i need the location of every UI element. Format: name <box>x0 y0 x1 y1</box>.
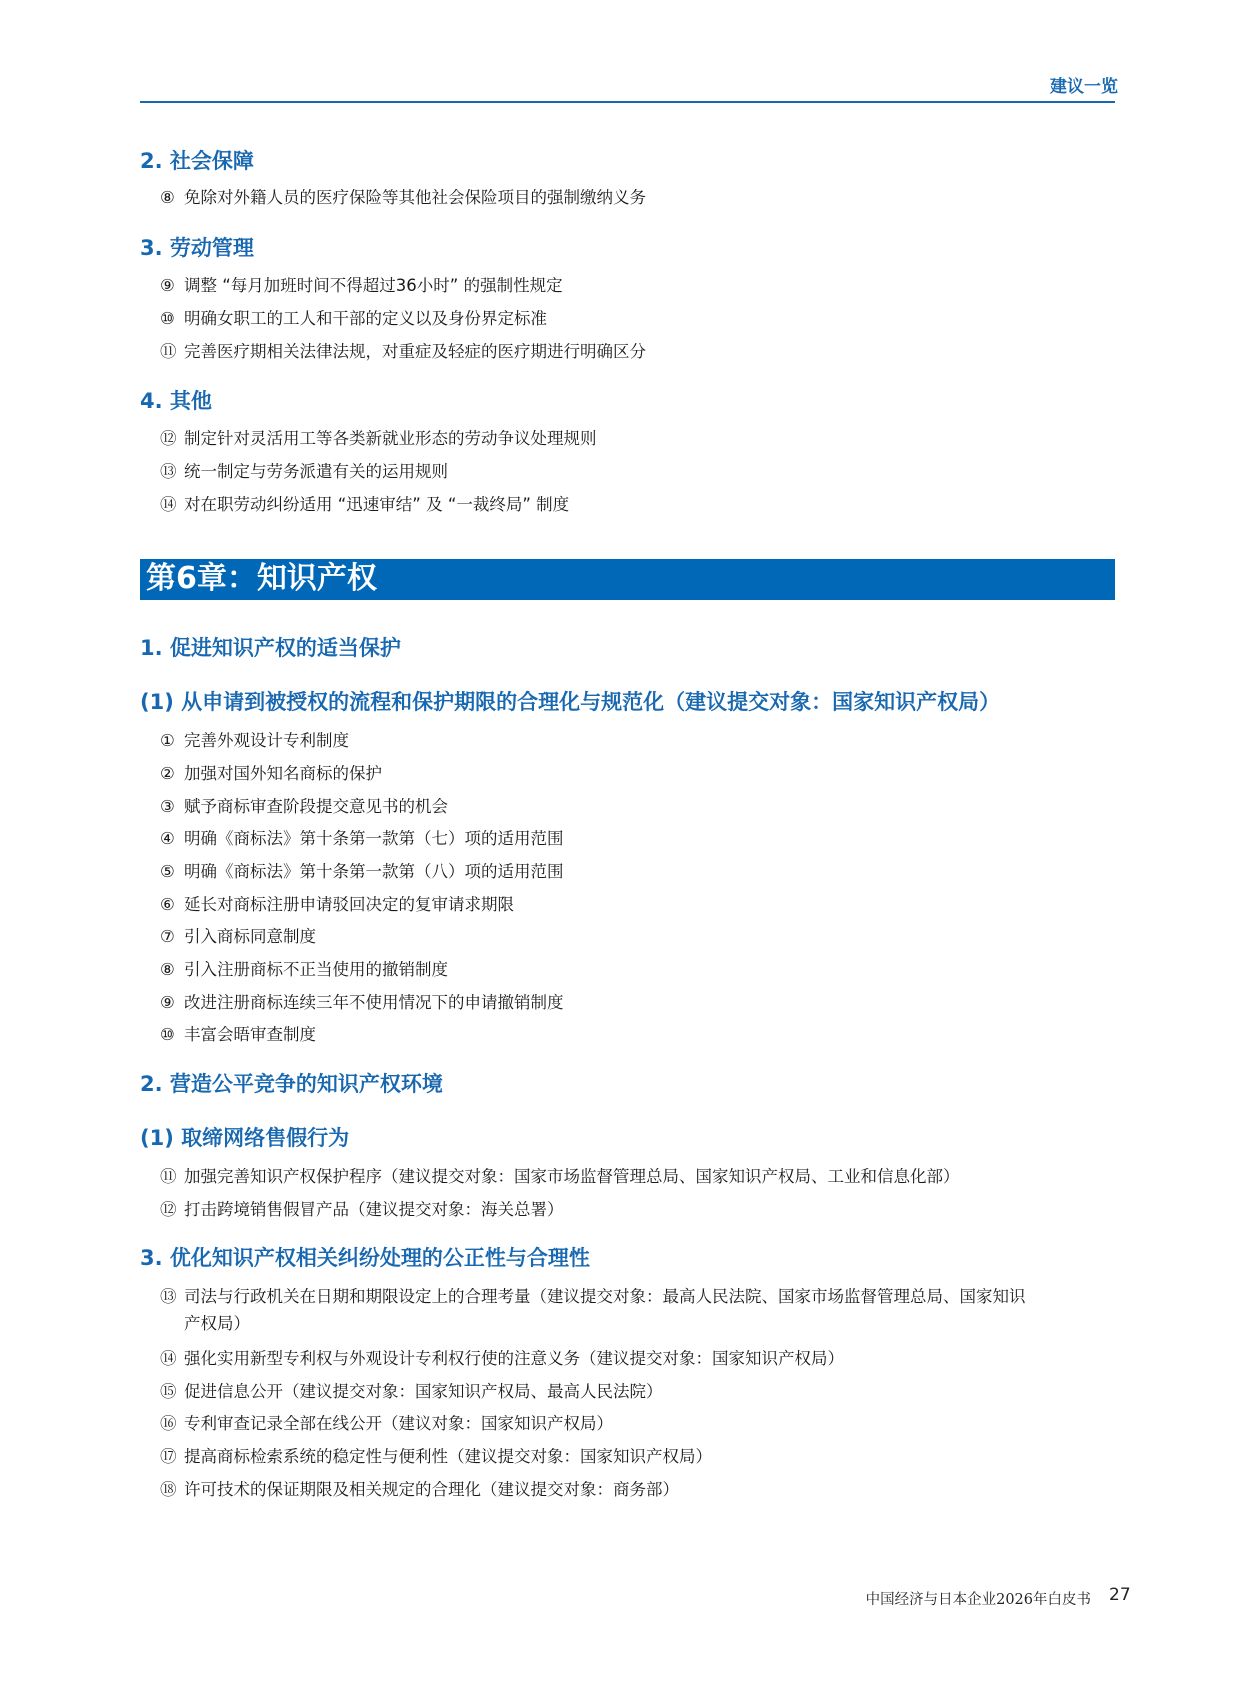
item-text: 加强完善知识产权保护程序（建议提交对象：国家市场监督管理总局、国家知识产权局、工业和信息化部） <box>184 1167 960 1186</box>
item-number: ③ <box>160 797 175 816</box>
item-number: ⑪ <box>160 1167 177 1186</box>
item-number: ⑨ <box>160 276 175 295</box>
list-item <box>160 858 564 882</box>
list-item <box>160 1378 663 1402</box>
item-text: 许可技术的保证期限及相关规定的合理化（建议提交对象：商务部） <box>184 1480 679 1499</box>
header-divider <box>140 101 1115 103</box>
list-item <box>160 1283 1026 1307</box>
item-text: 完善医疗期相关法律法规，对重症及轻症的医疗期进行明确区分 <box>184 342 646 361</box>
item-number: ④ <box>160 829 175 848</box>
item-text: 制定针对灵活用工等各类新就业形态的劳动争议处理规则 <box>184 429 597 448</box>
item-text: 专利审查记录全部在线公开（建议对象：国家知识产权局） <box>184 1414 613 1433</box>
item-text: 强化实用新型专利权与外观设计专利权行使的注意义务（建议提交对象：国家知识产权局） <box>184 1349 844 1368</box>
item-number: ⑫ <box>160 1200 177 1219</box>
list-item-continuation: 产权局） <box>184 1314 250 1333</box>
item-number: ⑦ <box>160 927 175 946</box>
list-item <box>160 1345 844 1369</box>
list-item <box>160 923 316 947</box>
item-text: 统一制定与劳务派遣有关的运用规则 <box>184 462 448 481</box>
item-text: 司法与行政机关在日期和期限设定上的合理考量（建议提交对象：最高人民法院、国家市场监督管理总局、国家知识 <box>184 1287 1026 1306</box>
item-number: ⑰ <box>160 1447 177 1466</box>
item-text: 改进注册商标连续三年不使用情况下的申请撤销制度 <box>184 993 564 1012</box>
section-heading-labor: 3. 劳动管理 <box>140 236 254 260</box>
list-item <box>160 305 547 329</box>
item-text: 延长对商标注册申请驳回决定的复审请求期限 <box>184 895 514 914</box>
list-item <box>160 338 646 362</box>
item-number: ⑮ <box>160 1382 177 1401</box>
item-text: 免除对外籍人员的医疗保险等其他社会保险项目的强制缴纳义务 <box>184 188 646 207</box>
subsection-heading: (1) 取缔网络售假行为 <box>140 1126 350 1150</box>
list-item <box>160 793 448 817</box>
item-text: 打击跨境销售假冒产品（建议提交对象：海关总署） <box>184 1200 564 1219</box>
chapter-title: 第6章：知识产权 <box>146 561 377 596</box>
list-item <box>160 956 448 980</box>
item-number: ⑨ <box>160 993 175 1012</box>
item-number: ⑫ <box>160 429 177 448</box>
list-item <box>160 1196 564 1220</box>
section-heading-social-security: 2. 社会保障 <box>140 149 254 173</box>
list-item <box>160 1021 316 1045</box>
running-header: 建议一览 <box>1050 77 1118 97</box>
item-number: ⑧ <box>160 960 175 979</box>
item-text: 明确《商标法》第十条第一款第（八）项的适用范围 <box>184 862 564 881</box>
item-number: ⑬ <box>160 462 177 481</box>
section-heading-dispute-resolution: 3. 优化知识产权相关纠纷处理的公正性与合理性 <box>140 1246 590 1270</box>
item-number: ⑱ <box>160 1480 177 1499</box>
item-text: 促进信息公开（建议提交对象：国家知识产权局、最高人民法院） <box>184 1382 663 1401</box>
item-text: 引入商标同意制度 <box>184 927 316 946</box>
item-text: 引入注册商标不正当使用的撤销制度 <box>184 960 448 979</box>
list-item <box>160 1410 613 1434</box>
subsection-heading: (1) 从申请到被授权的流程和保护期限的合理化与规范化（建议提交对象：国家知识产权局） <box>140 690 1001 714</box>
list-item <box>160 184 646 208</box>
section-heading-other: 4. 其他 <box>140 389 212 413</box>
item-text: 加强对国外知名商标的保护 <box>184 764 382 783</box>
item-text: 完善外观设计专利制度 <box>184 731 349 750</box>
list-item <box>160 425 597 449</box>
section-heading-fair-competition: 2. 营造公平竞争的知识产权环境 <box>140 1072 443 1096</box>
list-item <box>160 760 382 784</box>
section-heading-ip-protection: 1. 促进知识产权的适当保护 <box>140 636 401 660</box>
list-item <box>160 727 349 751</box>
item-text: 提高商标检索系统的稳定性与便利性（建议提交对象：国家知识产权局） <box>184 1447 712 1466</box>
item-number: ⑯ <box>160 1414 177 1433</box>
item-text: 明确女职工的工人和干部的定义以及身份界定标准 <box>184 309 547 328</box>
list-item <box>160 272 563 296</box>
item-number: ⑬ <box>160 1287 177 1306</box>
list-item <box>160 1163 960 1187</box>
item-number: ⑭ <box>160 1349 177 1368</box>
list-item <box>160 891 514 915</box>
item-number: ⑩ <box>160 1025 175 1044</box>
item-number: ① <box>160 731 175 750</box>
item-number: ⑥ <box>160 895 175 914</box>
list-item <box>160 1443 712 1467</box>
list-item <box>160 825 564 849</box>
item-text: 调整 “每月加班时间不得超过36小时” 的强制性规定 <box>184 276 563 295</box>
item-number: ⑧ <box>160 188 175 207</box>
item-text: 赋予商标审查阶段提交意见书的机会 <box>184 797 448 816</box>
list-item <box>160 1476 679 1500</box>
list-item <box>160 491 569 515</box>
list-item <box>160 458 448 482</box>
item-number: ⑩ <box>160 309 175 328</box>
page-number: 27 <box>1109 1585 1131 1605</box>
list-item <box>160 989 564 1013</box>
item-number: ⑭ <box>160 495 177 514</box>
item-number: ⑪ <box>160 342 177 361</box>
item-number: ⑤ <box>160 862 175 881</box>
item-text: 丰富会晤审查制度 <box>184 1025 316 1044</box>
item-number: ② <box>160 764 175 783</box>
item-text: 明确《商标法》第十条第一款第（七）项的适用范围 <box>184 829 564 848</box>
item-text: 对在职劳动纠纷适用 “迅速审结” 及 “一裁终局” 制度 <box>184 495 570 514</box>
footer-publication-title: 中国经济与日本企业2026年白皮书 <box>865 1592 1091 1608</box>
